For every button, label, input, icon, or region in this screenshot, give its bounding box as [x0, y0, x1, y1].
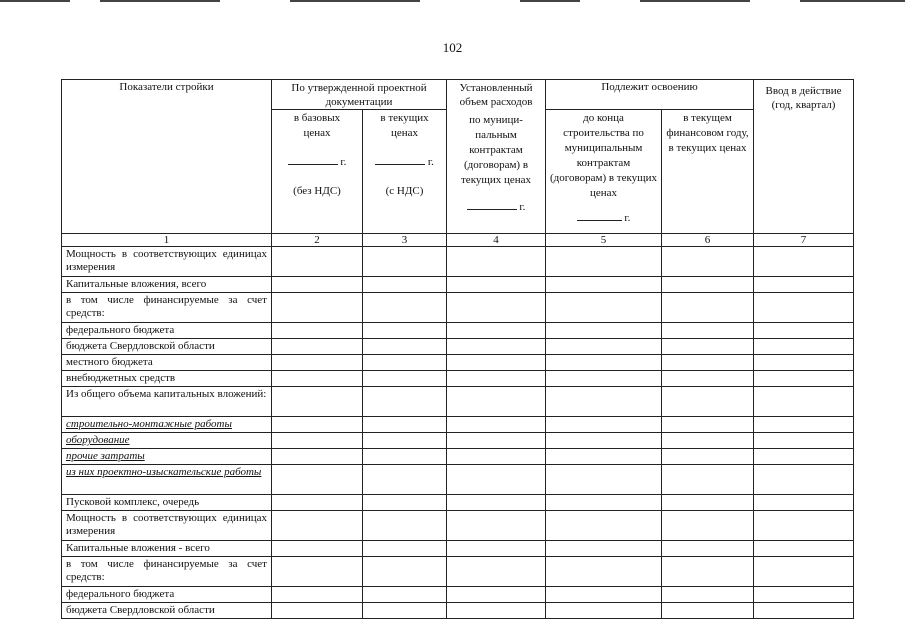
empty-cell [447, 511, 546, 541]
row-label-text: внебюджетных средств [66, 372, 176, 384]
row-label [62, 603, 272, 619]
row-label [62, 495, 272, 511]
table-row [62, 323, 854, 339]
table-row [62, 449, 854, 465]
empty-cell [363, 371, 447, 387]
row-label [62, 371, 272, 387]
column-number: 2 [272, 234, 363, 247]
without-vat-label: (без НДС) [293, 185, 341, 197]
empty-cell [754, 511, 854, 541]
empty-cell [272, 323, 363, 339]
row-label [62, 339, 272, 355]
empty-cell [272, 433, 363, 449]
empty-cell [662, 541, 754, 557]
row-label-text: бюджета Свердловской области [66, 604, 215, 616]
empty-cell [272, 277, 363, 293]
empty-cell [272, 465, 363, 495]
column-number: 1 [62, 234, 272, 247]
top-edge-line [0, 0, 905, 4]
empty-cell [272, 387, 363, 417]
empty-cell [546, 587, 662, 603]
header-base-prices [272, 110, 363, 234]
empty-cell [272, 557, 363, 587]
row-label-text: в том числе финансируемые за счет средств: [66, 294, 267, 319]
year-suffix: г. [340, 156, 347, 168]
year-blank [577, 211, 622, 221]
empty-cell [363, 339, 447, 355]
row-label-text: местного бюджета [66, 356, 153, 368]
column-number: 6 [662, 234, 754, 247]
empty-cell [662, 417, 754, 433]
empty-cell [447, 541, 546, 557]
row-label-text: Мощность в соответствующих единицах измерения [66, 512, 267, 537]
empty-cell [662, 449, 754, 465]
table-row [62, 387, 854, 417]
empty-cell [662, 323, 754, 339]
page-number: 102 [442, 40, 463, 55]
empty-cell [662, 433, 754, 449]
column-number: 7 [754, 234, 854, 247]
empty-cell [447, 417, 546, 433]
empty-cell [363, 355, 447, 371]
empty-cell [662, 247, 754, 277]
row-label [62, 449, 272, 465]
empty-cell [447, 433, 546, 449]
empty-cell [662, 587, 754, 603]
row-label [62, 541, 272, 557]
base-year-line [275, 155, 359, 169]
empty-cell [272, 293, 363, 323]
row-label-text: строительно-монтажные работы [66, 418, 232, 430]
row-label [62, 433, 272, 449]
row-label-text: прочие затраты [66, 450, 145, 462]
row-label-text: Капитальные вложения, всего [66, 278, 207, 290]
empty-cell [363, 433, 447, 449]
table-row [62, 557, 854, 587]
empty-cell [546, 603, 662, 619]
current-year-line [366, 155, 443, 169]
with-vat-label: (с НДС) [385, 185, 424, 197]
column-number: 4 [447, 234, 546, 247]
established-volume-label: Установленный объем расходов [459, 82, 533, 108]
empty-cell [662, 511, 754, 541]
empty-cell [447, 603, 546, 619]
row-label [62, 247, 272, 277]
empty-cell [272, 541, 363, 557]
empty-cell [662, 339, 754, 355]
row-label [62, 277, 272, 293]
empty-cell [546, 465, 662, 495]
header-design-label: По утвержденной проектной документации [291, 82, 427, 108]
empty-cell [754, 387, 854, 417]
base-prices-label: в базовых ценах [293, 112, 341, 139]
table-row [62, 603, 854, 619]
empty-cell [662, 371, 754, 387]
row-label-text: федерального бюджета [66, 588, 175, 600]
empty-cell [546, 387, 662, 417]
empty-cell [272, 587, 363, 603]
empty-cell [272, 339, 363, 355]
empty-cell [363, 603, 447, 619]
empty-cell [363, 587, 447, 603]
empty-cell [272, 449, 363, 465]
table-row [62, 339, 854, 355]
header-current-year [662, 110, 754, 234]
table-row [62, 293, 854, 323]
empty-cell [754, 557, 854, 587]
row-label-text: Из общего объема капитальных вложений: [66, 388, 267, 400]
row-label [62, 587, 272, 603]
empty-cell [754, 417, 854, 433]
empty-cell [272, 371, 363, 387]
empty-cell [754, 433, 854, 449]
empty-cell [662, 277, 754, 293]
row-label [62, 417, 272, 433]
empty-cell [447, 371, 546, 387]
header-until-end [546, 110, 662, 234]
row-label [62, 323, 272, 339]
construction-indicators-table [61, 79, 854, 619]
empty-cell [546, 495, 662, 511]
empty-cell [754, 247, 854, 277]
empty-cell [546, 247, 662, 277]
row-label [62, 293, 272, 323]
empty-cell [662, 495, 754, 511]
empty-cell [363, 495, 447, 511]
row-label-text: Мощность в соответствующих единицах измерения [66, 248, 267, 273]
empty-cell [546, 417, 662, 433]
empty-cell [363, 417, 447, 433]
empty-cell [363, 465, 447, 495]
empty-cell [662, 465, 754, 495]
empty-cell [754, 339, 854, 355]
header-indicators-label: Показатели стройки [119, 81, 214, 93]
empty-cell [662, 355, 754, 371]
empty-cell [662, 387, 754, 417]
empty-cell [447, 557, 546, 587]
row-label-text: федерального бюджета [66, 324, 175, 336]
empty-cell [272, 355, 363, 371]
year-suffix: г. [427, 156, 434, 168]
empty-cell [447, 465, 546, 495]
table-row [62, 277, 854, 293]
empty-cell [447, 587, 546, 603]
table-row [62, 511, 854, 541]
table-row [62, 417, 854, 433]
empty-cell [363, 323, 447, 339]
table-row [62, 587, 854, 603]
header-design-documentation [272, 80, 447, 110]
empty-cell [754, 323, 854, 339]
empty-cell [754, 355, 854, 371]
empty-cell [754, 449, 854, 465]
empty-cell [447, 277, 546, 293]
table-row [62, 541, 854, 557]
empty-cell [363, 511, 447, 541]
to-be-mastered-label: Подлежит освоению [601, 81, 698, 93]
empty-cell [363, 387, 447, 417]
empty-cell [662, 557, 754, 587]
empty-cell [546, 433, 662, 449]
header-to-be-mastered [546, 80, 754, 110]
year-blank [467, 200, 517, 210]
until-end-year-line [549, 211, 658, 225]
empty-cell [447, 323, 546, 339]
empty-cell [363, 293, 447, 323]
empty-cell [546, 339, 662, 355]
empty-cell [662, 603, 754, 619]
empty-cell [754, 277, 854, 293]
table-row [62, 371, 854, 387]
empty-cell [447, 339, 546, 355]
empty-cell [447, 355, 546, 371]
empty-cell [546, 277, 662, 293]
empty-cell [447, 387, 546, 417]
year-suffix: г. [624, 212, 631, 224]
header-current-prices [363, 110, 447, 234]
empty-cell [363, 449, 447, 465]
empty-cell [546, 541, 662, 557]
empty-cell [546, 511, 662, 541]
established-year-line [450, 200, 542, 214]
table-row [62, 495, 854, 511]
empty-cell [272, 417, 363, 433]
row-label-text: бюджета Свердловской области [66, 340, 215, 352]
header-established-volume [447, 80, 546, 234]
by-contracts-label: по муници- пальным контрактам (договорам) в текущих ценах [461, 114, 532, 186]
commissioning-label: Ввод в действие (год, квартал) [765, 85, 842, 111]
empty-cell [272, 247, 363, 277]
empty-cell [662, 293, 754, 323]
empty-cell [546, 323, 662, 339]
column-number: 5 [546, 234, 662, 247]
empty-cell [754, 371, 854, 387]
row-label-text: из них проектно-изыскательские работы [66, 466, 262, 478]
table-body [62, 247, 854, 619]
empty-cell [447, 247, 546, 277]
row-label-text: Пусковой комплекс, очередь [66, 496, 200, 508]
empty-cell [363, 557, 447, 587]
row-label [62, 511, 272, 541]
table-row [62, 355, 854, 371]
current-prices-label: в текущих ценах [380, 112, 429, 139]
empty-cell [447, 293, 546, 323]
year-blank [288, 155, 338, 165]
current-year-label: в текущем финансовом году, в текущих ценах [666, 112, 749, 154]
empty-cell [546, 293, 662, 323]
empty-cell [546, 355, 662, 371]
empty-cell [272, 511, 363, 541]
row-label-text: в том числе финансируемые за счет средств: [66, 558, 267, 583]
row-label [62, 355, 272, 371]
header-indicators [62, 80, 272, 234]
empty-cell [754, 465, 854, 495]
empty-cell [546, 371, 662, 387]
empty-cell [546, 557, 662, 587]
table-row [62, 433, 854, 449]
table-row [62, 465, 854, 495]
empty-cell [272, 603, 363, 619]
empty-cell [363, 541, 447, 557]
header-commissioning [754, 80, 854, 234]
empty-cell [272, 495, 363, 511]
empty-cell [546, 449, 662, 465]
column-number: 3 [363, 234, 447, 247]
empty-cell [363, 247, 447, 277]
row-label [62, 465, 272, 495]
empty-cell [447, 449, 546, 465]
until-end-label: до конца строительства по муниципальным контрактам (договорам) в текущих ценах [549, 112, 658, 199]
table-row [62, 247, 854, 277]
column-number-row [62, 234, 854, 247]
row-label-text: оборудование [66, 434, 130, 446]
empty-cell [754, 495, 854, 511]
row-label [62, 387, 272, 417]
empty-cell [754, 587, 854, 603]
empty-cell [447, 495, 546, 511]
year-suffix: г. [519, 201, 526, 213]
empty-cell [754, 603, 854, 619]
row-label-text: Капитальные вложения - всего [66, 542, 210, 554]
empty-cell [754, 293, 854, 323]
row-label [62, 557, 272, 587]
empty-cell [363, 277, 447, 293]
year-blank [375, 155, 425, 165]
empty-cell [754, 541, 854, 557]
